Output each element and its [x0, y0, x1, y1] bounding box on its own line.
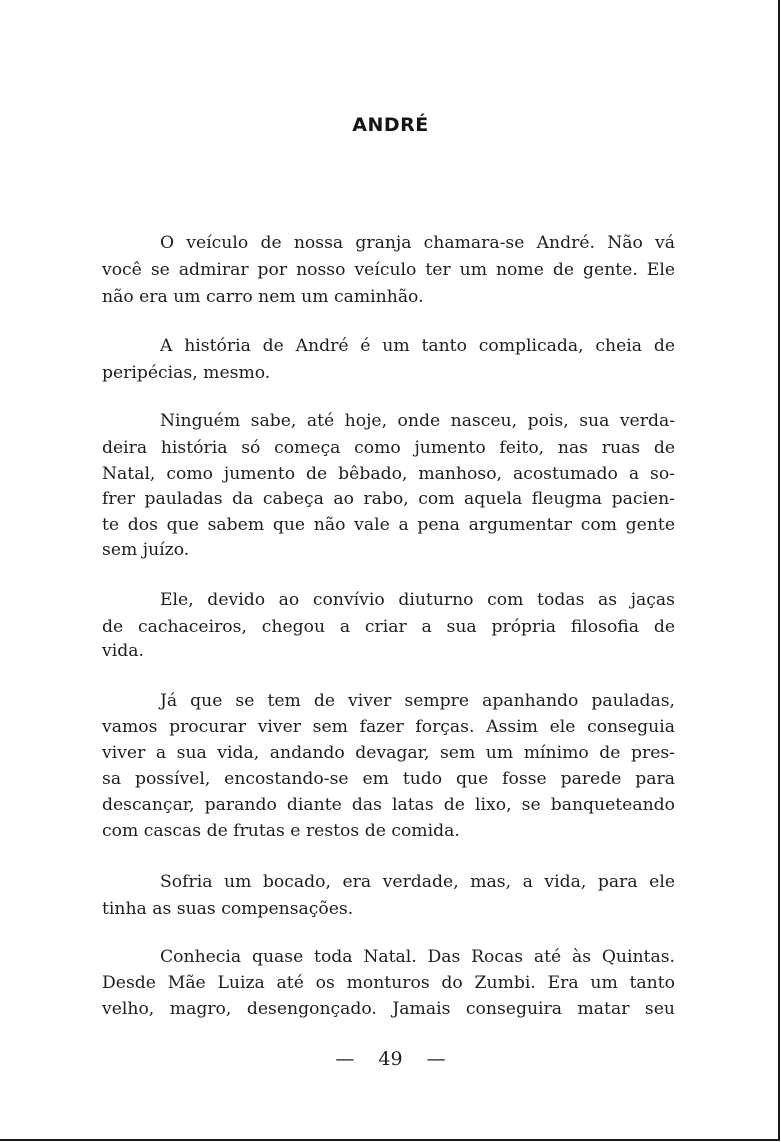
text-line: viver a sua vida, andando devagar, sem um mínimo de pres- — [102, 743, 675, 763]
text-line: sa possível, encostando-se em tudo que fosse parede para — [102, 769, 675, 789]
text-line: Ninguém sabe, até hoje, onde nasceu, pois, sua verda- — [160, 411, 675, 431]
text-line: velho, magro, desengonçado. Jamais conseguira matar seu — [102, 999, 675, 1019]
text-line: Conhecia quase toda Natal. Das Rocas até às Quintas. — [160, 947, 675, 967]
text-line: Ele, devido ao convívio diuturno com todas as jaças — [160, 590, 675, 610]
text-line: O veículo de nossa granja chamara-se André. Não vá — [160, 233, 675, 253]
text-line: Natal, como jumento de bêbado, manhoso, acostumado a so- — [102, 464, 675, 484]
text-line: vida. — [102, 641, 144, 661]
text-line: Já que se tem de viver sempre apanhando pauladas, — [160, 691, 675, 711]
text-line: Sofria um bocado, era verdade, mas, a vida, para ele — [160, 872, 675, 892]
text-line: tinha as suas compensações. — [102, 899, 354, 919]
text-line: frer pauladas da cabeça ao rabo, com aquela fleugma pacien- — [102, 489, 675, 509]
text-line: descançar, parando diante das latas de lixo, se banqueteando — [102, 795, 675, 815]
chapter-title: ANDRÉ — [352, 114, 429, 136]
text-line: você se admirar por nosso veículo ter um nome de gente. Ele — [102, 260, 675, 280]
text-line: vamos procurar viver sem fazer forças. Assim ele conseguia — [102, 717, 675, 737]
text-line: Desde Mãe Luiza até os monturos do Zumbi. Era um tanto — [102, 973, 675, 993]
text-line: peripécias, mesmo. — [102, 363, 271, 383]
text-line: te dos que sabem que não vale a pena argumentar com gente — [102, 515, 675, 535]
text-line: deira história só começa como jumento feito, nas ruas de — [102, 438, 675, 458]
text-line: de cachaceiros, chegou a criar a sua própria filosofia de — [102, 617, 675, 637]
text-line: A história de André é um tanto complicada, cheia de — [160, 336, 675, 356]
text-line: com cascas de frutas e restos de comida. — [102, 821, 460, 841]
page-number: — 49 — — [335, 1048, 446, 1070]
text-line: não era um carro nem um caminhão. — [102, 287, 424, 307]
text-line: sem juízo. — [102, 540, 190, 560]
